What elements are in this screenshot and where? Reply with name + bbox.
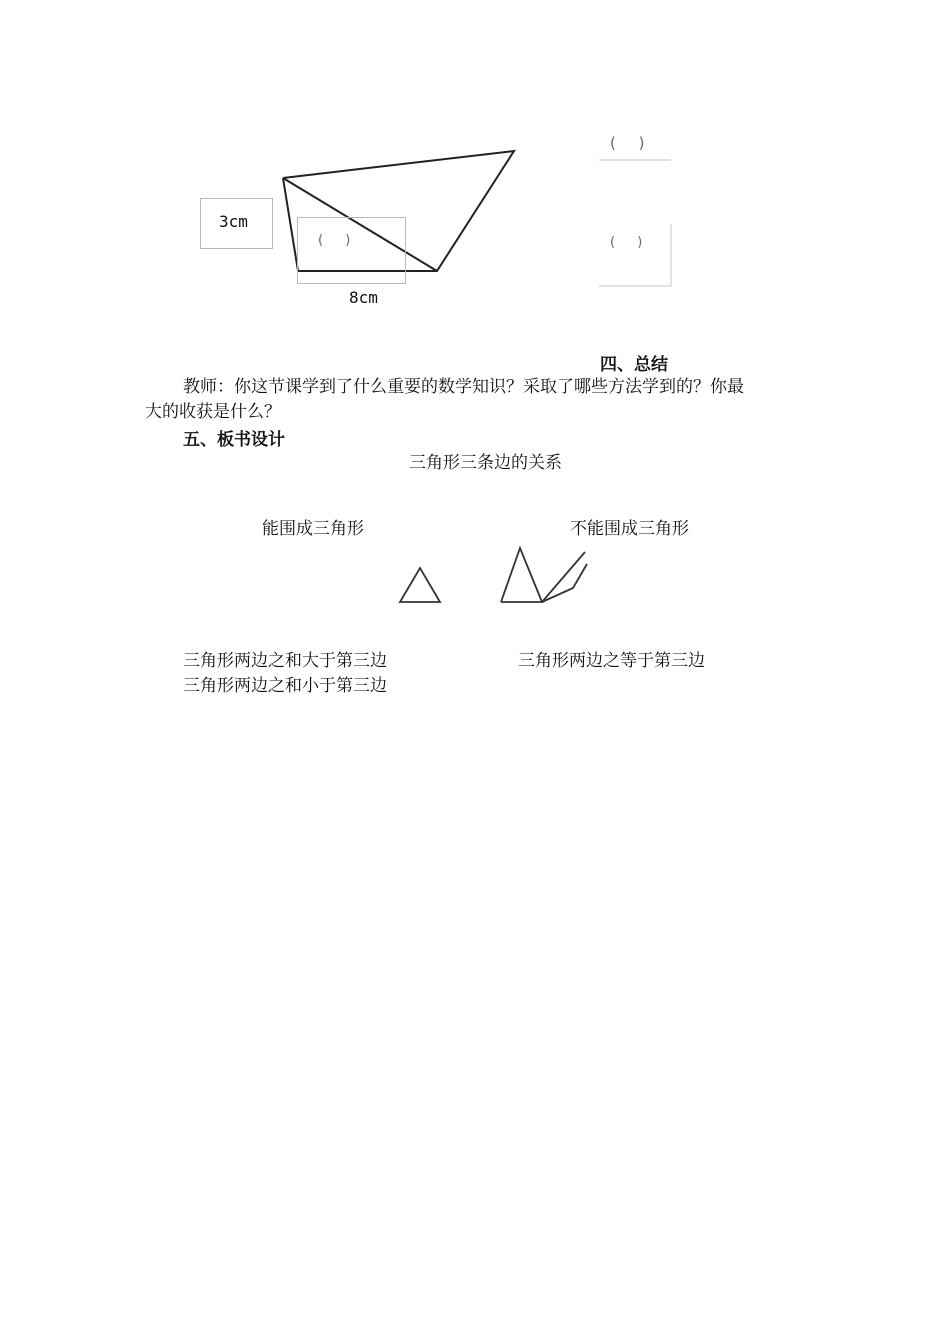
left-rule-1: 三角形两边之和大于第三边: [183, 651, 387, 671]
left-rule-2: 三角形两边之和小于第三边: [183, 676, 387, 696]
section4-paragraph-line2: 大的收获是什么？: [145, 402, 281, 422]
section4-heading: 四、总结: [600, 355, 668, 375]
blank-right-top: ( ): [610, 134, 654, 152]
label-3cm: 3cm: [219, 212, 248, 231]
left-heading: 能围成三角形: [262, 519, 364, 539]
section4-paragraph-line1: 教师：你这节课学到了什么重要的数学知识？采取了哪些方法学到的？你最: [183, 377, 744, 397]
open-stick-2: [542, 564, 587, 602]
small-triangle: [400, 568, 440, 602]
right-rule-1: 三角形两边之等于第三边: [518, 651, 705, 671]
right-heading: 不能围成三角形: [570, 519, 689, 539]
board-title: 三角形三条边的关系: [409, 453, 562, 473]
blank-right-mid: ( ): [610, 235, 652, 250]
board-triangles: [380, 540, 610, 610]
tall-triangle: [501, 548, 542, 602]
blank-center-box: [297, 217, 406, 284]
blank-center: ( ): [318, 233, 360, 248]
section5-heading: 五、板书设计: [183, 430, 285, 450]
label-8cm: 8cm: [349, 288, 378, 307]
quadrilateral-figure: [0, 0, 950, 330]
